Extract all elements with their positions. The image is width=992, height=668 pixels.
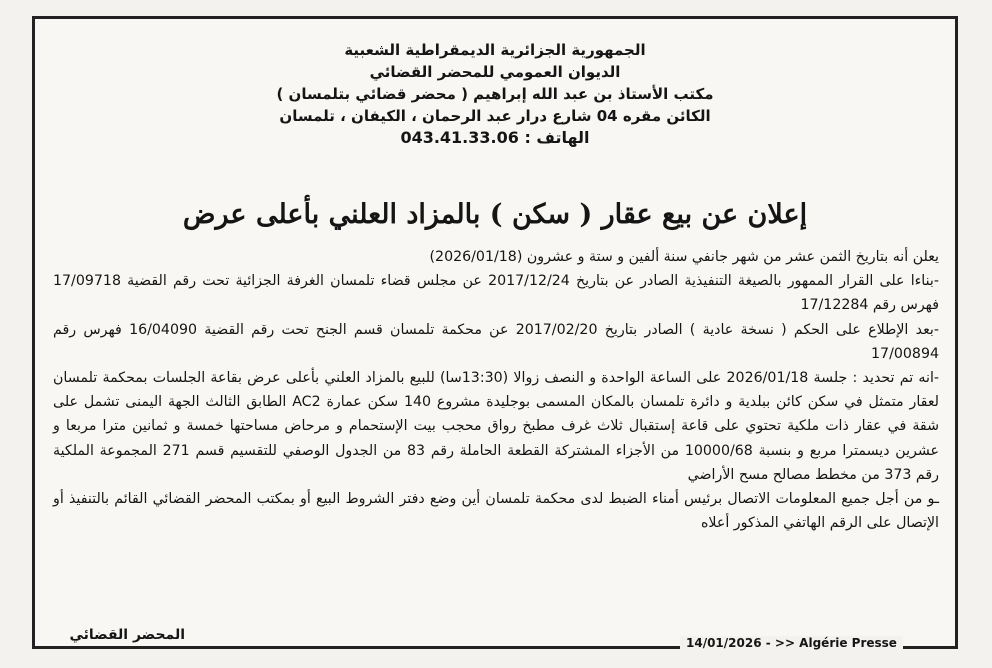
signature: المحضر القضائي (69, 627, 185, 643)
paragraph-court-decision: -بناءا على القرار الممهور بالصيغة التنفيذية الصادر عن بتاريخ 2017/12/24 عن مجلس قضاء تلمسان الغرفة الجزائية تحت رقم القضية 17/09718 فهرس رقم 17/12284 (53, 273, 939, 314)
header-republic-line: الجمهورية الجزائرية الديمقراطية الشعبية (344, 41, 646, 59)
header-office-line: الديوان العمومي للمحضر القضائي (369, 63, 621, 81)
notice-frame (32, 16, 958, 649)
paragraph-announcement: يعلن أنه بتاريخ الثمن عشر من شهر جانفي سنة ألفين و ستة و عشرون (2026/01/18) (429, 249, 939, 265)
notice-body (53, 245, 939, 535)
header-phone-line: الهاتف : 043.41.33.06 (400, 128, 590, 147)
source-footer: 14/01/2026 - >> Algérie Presse (680, 636, 903, 650)
notice-title: إعلان عن بيع عقار ( سكن ) بالمزاد العلني بأعلى عرض (182, 199, 808, 230)
header-address-line: الكائن مقره 04 شارع درار عبد الرحمان ، الكيفان ، تلمسان (279, 107, 711, 125)
header-bailiff-line: مكتب الأستاذ بن عبد الله إبراهيم ( محضر قضائي بتلمسان ) (276, 85, 714, 103)
notice-header (35, 39, 955, 149)
paragraph-contact-info: ـو من أجل جميع المعلومات الاتصال برئيس أمناء الضبط لدى محكمة تلمسان أين وضع دفتر الشروط البيع أو بمكتب المحضر القضائي القائم بالتنفيذ أو الإتصال على الرقم الهاتفي المذكور أعلاه (53, 491, 939, 532)
paragraph-auction-details: -انه تم تحديد : جلسة 2026/01/18 على الساعة الواحدة و النصف زوالا (13:30سا) للبيع بالمزاد العلني بأعلى عرض بقاعة الجلسات بمحكمة تلمسان لعقار متمثل في سكن كائن ببلدية و دائرة تلمسان بالمكان المسمى بوجليدة مشروع 140 سكن عمارة AC2 الطابق الثالث الجهة اليمنى تشمل على شقة في عقار ذات ملكية تحتوي على قاعة إستقبال ثلاث غرف مطبخ رواق محجب بيت الإستحمام و مرحاض مساحتها خمسة و ثمانين مترا مربعا و عشرين ديسمترا مربع و بنسبة 10000/68 من الأجزاء المشتركة القطعة الحاملة رقم 83 من الجدول الوصفي للتقسيم قسم 271 المجموعة الملكية رقم 373 من مخطط مصالح مسح الأراضي (53, 370, 940, 483)
paragraph-judgment: -بعد الإطلاع على الحكم ( نسخة عادية ) الصادر بتاريخ 2017/02/20 عن محكمة تلمسان قسم الجنح تحت رقم القضية 16/04090 فهرس رقم 17/00894 (53, 321, 939, 362)
